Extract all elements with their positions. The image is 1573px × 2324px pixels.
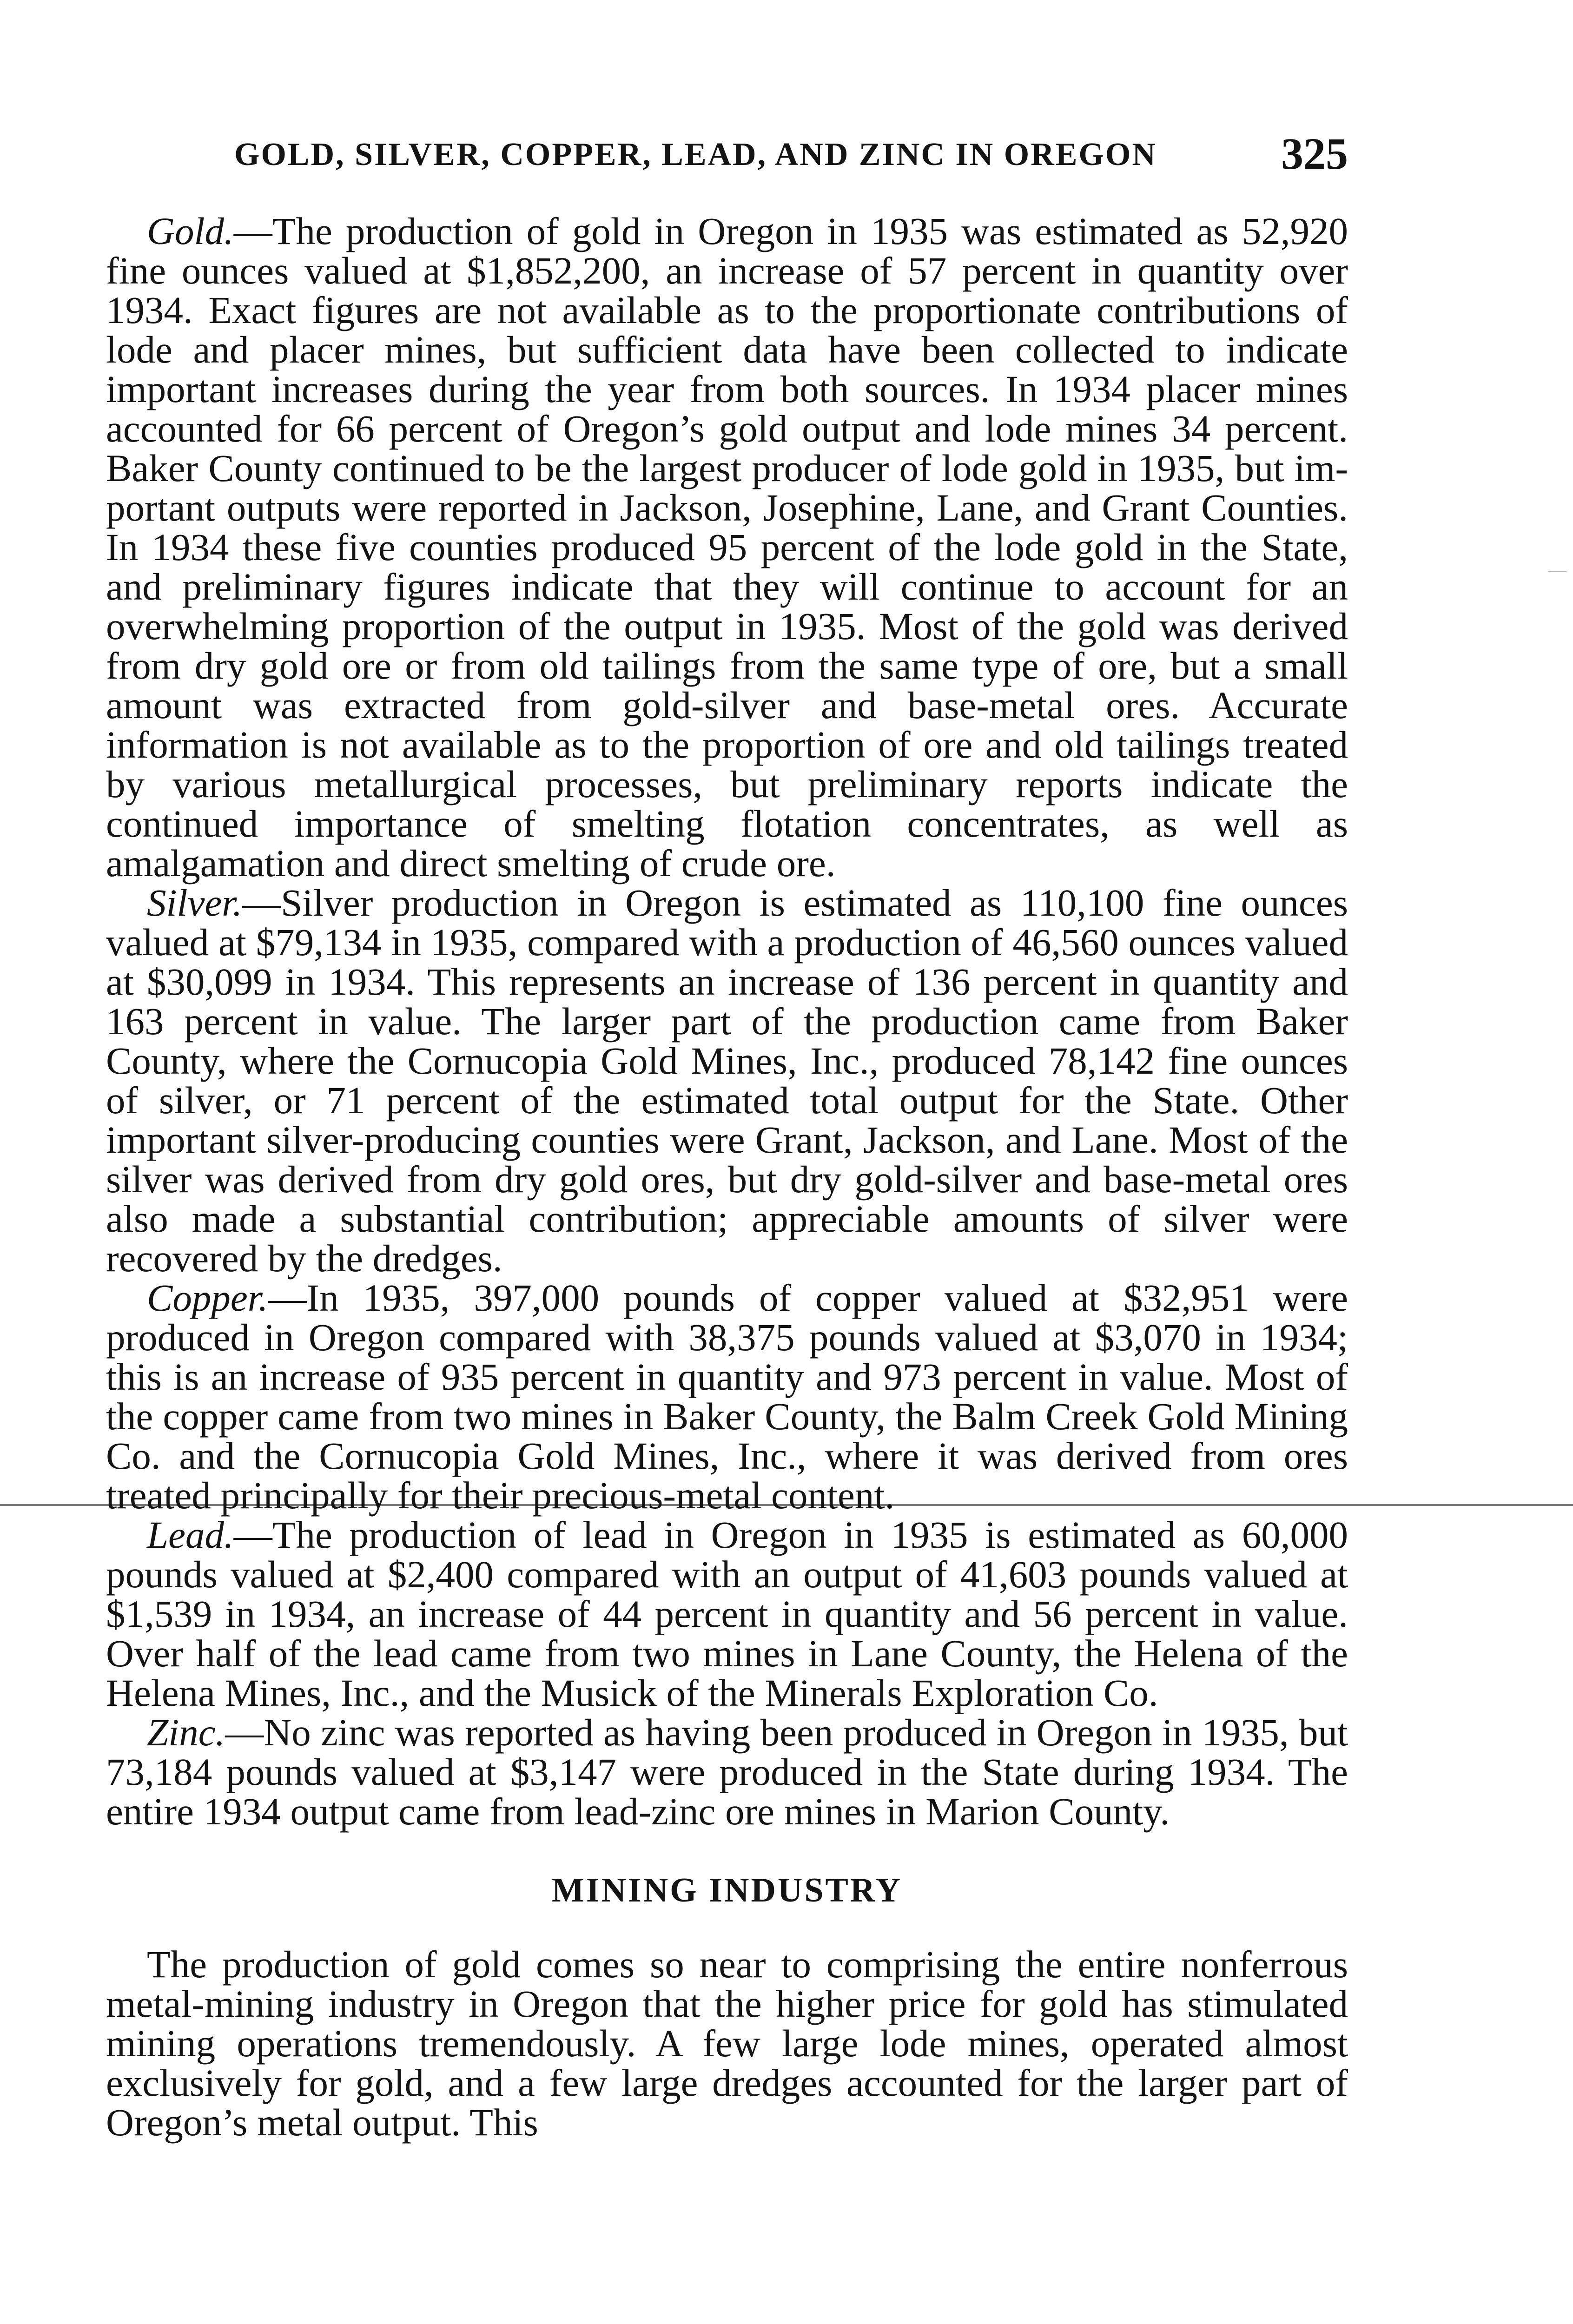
paragraph-lead-in: Copper.	[147, 1276, 268, 1319]
paragraph-lead	[106, 1515, 1348, 1713]
paragraph-lead-in: Zinc.	[147, 1711, 225, 1754]
paragraph-text: —No zinc was reported as having been produced in Oregon in 1935, but 73,184 pounds valued at $3,147 were produced in the State during 1934. The entire 1934 output came from lead-zinc ore mines in Marion County.	[106, 1711, 1348, 1833]
paragraph-gold	[106, 211, 1348, 883]
paragraph-lead-in: Lead.	[147, 1513, 234, 1556]
page-number: 325	[1281, 129, 1348, 178]
section-heading: MINING INDUSTRY	[551, 1871, 903, 1909]
paragraph-text: —The production of lead in Oregon in 1935 is estimated as 60,000 pounds valued at $2,400 compared with an output of 41,603 pounds valued at $1,539 in 1934, an increase of 44 percent in quantity and 56 percent in value. Over half of the lead came from two mines in Lane County, the Helena of the Helena Mines, Inc., and the Musick of the Minerals Exploration Co.	[106, 1513, 1348, 1714]
paragraph-text: —Silver production in Oregon is estimated as 110,100 fine ounces valued at $79,134 in 1935, compared with a production of 46,560 ounces valued at $30,099 in 1934. This represents an increase of 136 percent in quantity and 163 percent in value. The larger part of the production came from Baker County, where the Cornucopia Gold Mines, Inc., produced 78,142 fine ounces of silver, or 71 percent of the estimated total output for the State. Other important silver-producing counties were Grant, Jackson, and Lane. Most of the silver was derived from dry gold ores, but dry gold-silver and base-metal ores also made a substantial contribution; appreciable amounts of silver were recovered by the dredges.	[106, 881, 1348, 1280]
paragraph-text: —In 1935, 397,000 pounds of copper valued at $32,951 were produced in Oregon compared with 38,375 pounds valued at $3,070 in 1934; this is an increase of 935 percent in quantity and 973 percent in value. Most of the copper came from two mines in Baker County, the Balm Creek Gold Mining Co. and the Cornucopia Gold Mines, Inc., where it was derived from ores treated principally for their precious-metal content.	[106, 1276, 1348, 1517]
paragraph-zinc	[106, 1713, 1348, 1831]
body-text	[106, 211, 1348, 2142]
paragraph-mining-industry: The production of gold comes so near to comprising the entire nonferrous metal-mining industry in Oregon that the higher price for gold has stimulated mining operations tremendously. A few large lode mines, operated almost exclusively for gold, and a few large dredges accounted for the larger part of Oregon’s metal output. This	[106, 1943, 1348, 2144]
margin-mark	[1548, 571, 1566, 572]
paragraph-text: —The production of gold in Oregon in 1935 was estimated as 52,920 fine ounces valued at $1,852,200, an increase of 57 percent in quantity over 1934. Exact figures are not available as to the proportionate contributions of lode and placer mines, but sufficient data have been collected to indicate important increases during the year from both sources. In 1934 placer mines accounted for 66 percent of Oregon’s gold output and lode mines 34 percent. Baker County continued to be the largest producer of lode gold in 1935, but important outputs were reported in Jackson, Josephine, Lane, and Grant Counties. In 1934 these five counties produced 95 percent of the lode gold in the State, and preliminary figures indicate that they will continue to account for an overwhelming proportion of the output in 1935. Most of the gold was derived from dry gold ore or from old tailings from the same type of ore, but a small amount was extracted from gold-silver and base-metal ores. Accurate information is not available as to the proportion of ore and old tailings treated by various metallurgical processes, but preliminary reports indicate the continued importance of smelting flotation concentrates, as well as amalgamation and direct smelting of crude ore.	[106, 210, 1348, 885]
running-head: GOLD, SILVER, COPPER, LEAD, AND ZINC IN OREGON	[234, 137, 1157, 172]
paragraph-silver	[106, 883, 1348, 1278]
paragraph-copper	[106, 1278, 1348, 1515]
paragraph-lead-in: Silver.	[147, 881, 243, 924]
page-header	[106, 128, 1348, 184]
paragraph-lead-in: Gold.	[147, 210, 234, 252]
